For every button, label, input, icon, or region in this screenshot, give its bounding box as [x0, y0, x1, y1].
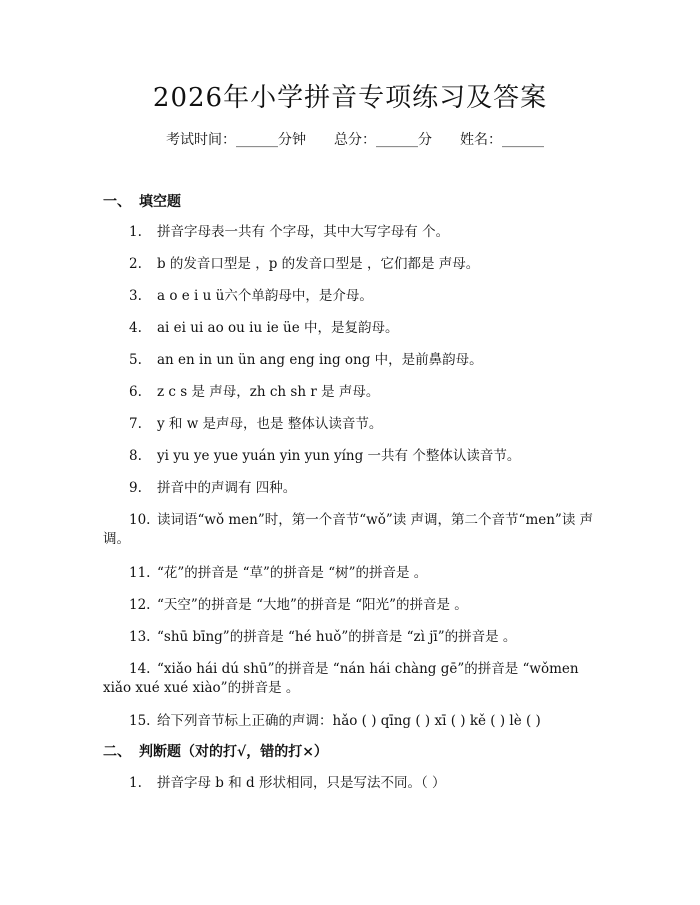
exam-time: 考试时间：______分钟 — [166, 132, 306, 148]
question-text: “天空”的拼音是 “大地”的拼音是 “阳光”的拼音是 。 — [157, 597, 468, 613]
question-number: 5. — [129, 352, 142, 368]
question-number: 10. — [129, 512, 151, 528]
question-text: z c s 是 声母，zh ch sh r 是 声母。 — [157, 384, 380, 400]
question-number: 7. — [129, 416, 142, 432]
section-title: 判断题（对的打√，错的打×） — [139, 744, 328, 760]
question-text: 读词语“wǒ men”时，第一个音节“wǒ”读 声调，第二个音节“men”读 声调。 — [103, 512, 594, 547]
question-text: yi yu ye yue yuán yin yun yíng 一共有 个整体认读音节。 — [157, 448, 521, 464]
question-number: 1. — [129, 775, 142, 791]
question-text: 拼音中的声调有 四种。 — [157, 480, 297, 496]
section-heading-true-false — [103, 742, 328, 762]
question-text: 给下列音节标上正确的声调：hǎo ( ) qīng ( ) xī ( ) kě ( ) lè ( ) — [157, 713, 541, 729]
question-text: a o e i u ü六个单韵母中，是介母。 — [157, 288, 373, 304]
section-title: 填空题 — [139, 194, 181, 210]
question-text: b 的发音口型是 ，p 的发音口型是 ，它们都是 声母。 — [157, 256, 480, 272]
question-number: 9. — [129, 480, 142, 496]
question-item — [103, 564, 603, 583]
question-number: 12. — [129, 597, 151, 613]
exam-info — [166, 130, 544, 150]
question-item — [103, 596, 603, 615]
question-item — [103, 287, 603, 306]
document-title: 2026年小学拼音专项练习及答案 — [152, 83, 548, 113]
question-number: 14. — [129, 661, 151, 677]
question-number: 1. — [129, 224, 142, 240]
section-number: 一、 — [103, 194, 131, 210]
question-text: “shū bīng”的拼音是 “hé huǒ”的拼音是 “zì jī”的拼音是 。 — [157, 629, 517, 645]
question-text: 拼音字母表一共有 个字母，其中大写字母有 个。 — [157, 224, 450, 240]
question-text: y 和 w 是声母，也是 整体认读音节。 — [157, 416, 383, 432]
question-number: 11. — [129, 565, 151, 581]
question-item — [103, 223, 603, 242]
question-item — [103, 415, 603, 434]
question-text: “xiǎo hái dú shū”的拼音是 “nán hái chàng gē”的拼音是 “wǒmen xiǎo xué xué xiào”的拼音是 。 — [103, 661, 579, 696]
question-item — [103, 351, 603, 370]
question-number: 4. — [129, 320, 142, 336]
question-item — [103, 712, 603, 731]
question-item — [103, 628, 603, 647]
question-text: “花”的拼音是 “草”的拼音是 “树”的拼音是 。 — [157, 565, 428, 581]
question-item — [103, 660, 603, 698]
question-item — [103, 255, 603, 274]
question-item — [103, 774, 603, 793]
question-text: 拼音字母 b 和 d 形状相同，只是写法不同。（ ） — [157, 775, 446, 791]
section-heading-fill-in — [103, 192, 181, 212]
question-number: 8. — [129, 448, 142, 464]
question-item — [103, 479, 603, 498]
question-number: 3. — [129, 288, 142, 304]
question-item — [103, 319, 603, 338]
question-number: 13. — [129, 629, 151, 645]
exam-score: 总分：______分 — [334, 132, 432, 148]
exam-name: 姓名：______ — [460, 132, 544, 148]
question-item — [103, 511, 603, 549]
question-number: 2. — [129, 256, 142, 272]
question-number: 15. — [129, 713, 151, 729]
question-item — [103, 447, 603, 466]
question-number: 6. — [129, 384, 142, 400]
question-item — [103, 383, 603, 402]
question-text: ai ei ui ao ou iu ie üe 中，是复韵母。 — [157, 320, 399, 336]
question-text: an en in un ün ang eng ing ong 中，是前鼻韵母。 — [157, 352, 483, 368]
section-number: 二、 — [103, 744, 131, 760]
